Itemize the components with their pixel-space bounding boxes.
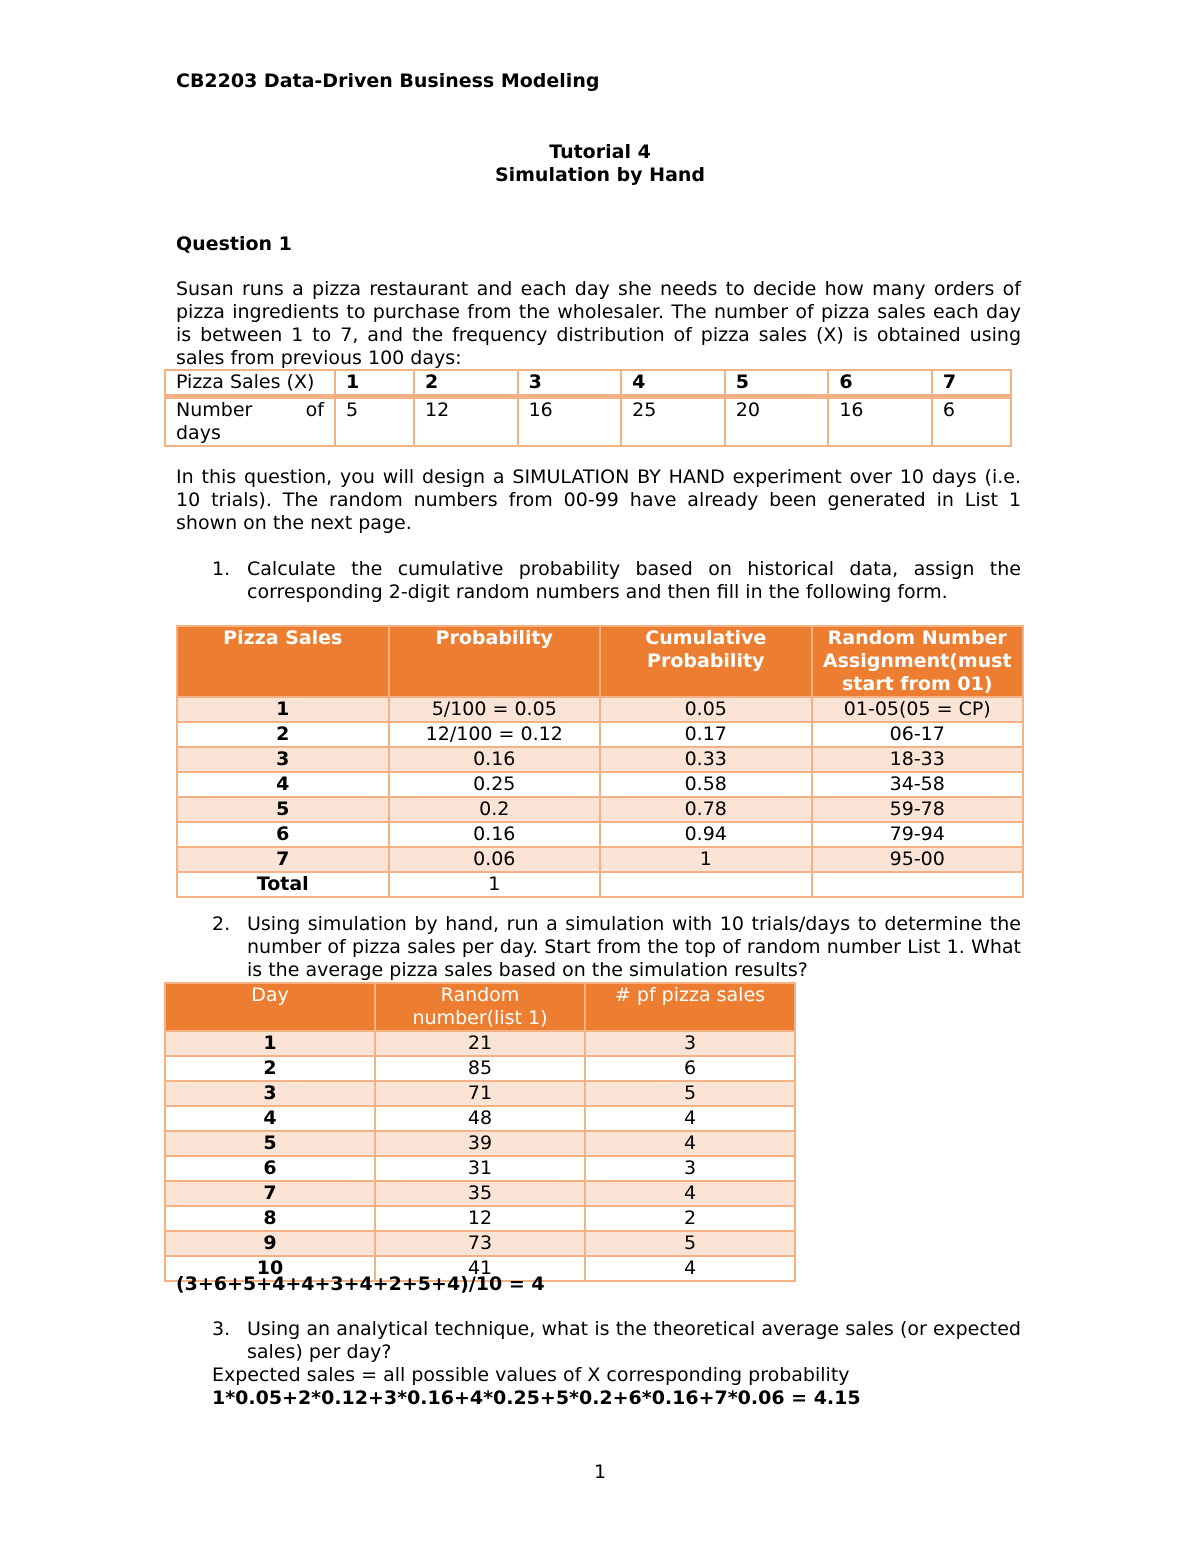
cell: 7 bbox=[932, 370, 1011, 397]
course-header: CB2203 Data-Driven Business Modeling bbox=[176, 70, 600, 92]
cell: 3 bbox=[585, 1031, 795, 1056]
cell: 06-17 bbox=[812, 722, 1024, 747]
tutorial-subtitle: Simulation by Hand bbox=[494, 164, 706, 186]
cell: 4 bbox=[585, 1131, 795, 1156]
table-row bbox=[177, 872, 1023, 897]
cell: 0.58 bbox=[600, 772, 812, 797]
cell: 25 bbox=[621, 397, 725, 447]
q3-answer: 1*0.05+2*0.12+3*0.16+4*0.25+5*0.2+6*0.16+7*0.06 = 4.15 bbox=[212, 1387, 861, 1409]
cell: 0.94 bbox=[600, 822, 812, 847]
cell: 3 bbox=[585, 1156, 795, 1181]
cell: 2 bbox=[585, 1206, 795, 1231]
cell: 5 bbox=[165, 1131, 375, 1156]
cell: 79-94 bbox=[812, 822, 1024, 847]
cell: 0.78 bbox=[600, 797, 812, 822]
table-row bbox=[177, 772, 1023, 797]
table-row bbox=[177, 797, 1023, 822]
cell: 3 bbox=[177, 747, 389, 772]
table-row bbox=[177, 747, 1023, 772]
cell: 4 bbox=[585, 1106, 795, 1131]
row-label: Pizza Sales (X) bbox=[165, 370, 335, 397]
cell bbox=[600, 872, 812, 897]
cell: 7 bbox=[177, 847, 389, 872]
cell: 73 bbox=[375, 1231, 585, 1256]
q1-text: Calculate the cumulative probability based on historical data, assign the corresponding 2-digit random numbers and then fill in the following form. bbox=[247, 558, 1021, 603]
row-label: Number of days bbox=[165, 397, 335, 447]
cell: 95-00 bbox=[812, 847, 1024, 872]
cell: 6 bbox=[177, 822, 389, 847]
page-number: 1 bbox=[593, 1461, 607, 1483]
cell: 71 bbox=[375, 1081, 585, 1106]
cell: 5/100 = 0.05 bbox=[389, 697, 601, 722]
table-row bbox=[165, 1081, 795, 1106]
q2-text: Using simulation by hand, run a simulation with 10 trials/days to determine the number of pizza sales per day. Start from the top of random number List 1. What is the average pizza sales based on the simulation results? bbox=[247, 913, 1021, 981]
cell: 6 bbox=[585, 1056, 795, 1081]
average-result: (3+6+5+4+4+3+4+2+5+4)/10 = 4 bbox=[176, 1273, 545, 1295]
header-cell: Day bbox=[165, 983, 375, 1031]
cell: 6 bbox=[165, 1156, 375, 1181]
cell: 41 bbox=[375, 1256, 585, 1281]
q3-text: Using an analytical technique, what is the theoretical average sales (or expected sales) per day? bbox=[247, 1318, 1021, 1363]
cell: 5 bbox=[585, 1081, 795, 1106]
cell bbox=[812, 872, 1024, 897]
table-row bbox=[165, 1231, 795, 1256]
cell: 5 bbox=[585, 1231, 795, 1256]
cell: 1 bbox=[600, 847, 812, 872]
cell: 16 bbox=[828, 397, 932, 447]
frequency-table bbox=[164, 369, 1012, 447]
table-row bbox=[165, 1131, 795, 1156]
header-cell: Cumulative Probability bbox=[600, 626, 812, 697]
cell: 16 bbox=[518, 397, 622, 447]
cell: 0.2 bbox=[389, 797, 601, 822]
cell: 4 bbox=[621, 370, 725, 397]
cell: 34-58 bbox=[812, 772, 1024, 797]
question-heading: Question 1 bbox=[176, 233, 292, 255]
table-row bbox=[165, 1206, 795, 1231]
cell: 20 bbox=[725, 397, 829, 447]
cell: 0.16 bbox=[389, 747, 601, 772]
cell: 0.16 bbox=[389, 822, 601, 847]
cell: 01-05(05 = CP) bbox=[812, 697, 1024, 722]
table-row bbox=[177, 847, 1023, 872]
cell: 59-78 bbox=[812, 797, 1024, 822]
cell: 6 bbox=[828, 370, 932, 397]
cell: 9 bbox=[165, 1231, 375, 1256]
q3-line2: Expected sales = all possible values of X corresponding probability bbox=[212, 1364, 850, 1386]
cell: 12 bbox=[414, 397, 518, 447]
cell: 10 bbox=[165, 1256, 375, 1281]
table-row bbox=[165, 1031, 795, 1056]
cell: 0.17 bbox=[600, 722, 812, 747]
cell: 2 bbox=[165, 1056, 375, 1081]
probability-table bbox=[176, 625, 1024, 898]
cell: 35 bbox=[375, 1181, 585, 1206]
cell: 12/100 = 0.12 bbox=[389, 722, 601, 747]
table-row bbox=[165, 1106, 795, 1131]
header-cell: Random Number Assignment(must start from 01) bbox=[812, 626, 1024, 697]
cell: 3 bbox=[165, 1081, 375, 1106]
cell: 1 bbox=[177, 697, 389, 722]
header-cell: Pizza Sales bbox=[177, 626, 389, 697]
tutorial-title: Tutorial 4 bbox=[549, 141, 651, 163]
cell: 4 bbox=[585, 1256, 795, 1281]
table-row bbox=[165, 1156, 795, 1181]
paragraph-2: In this question, you will design a SIMULATION BY HAND experiment over 10 days (i.e. 10 trials). The random numbers from 00-99 have already been generated in List 1 shown on the next page. bbox=[176, 466, 1021, 534]
cell: 1 bbox=[389, 872, 601, 897]
table-row bbox=[165, 1056, 795, 1081]
intro-paragraph: Susan runs a pizza restaurant and each day she needs to decide how many orders of pizza ingredients to purchase from the wholesaler. The number of pizza sales each day is between 1 to 7, and the frequency distribution of pizza sales (X) is obtained using sales from previous 100 days: bbox=[176, 278, 1021, 369]
cell: 0.25 bbox=[389, 772, 601, 797]
list-number: 2. bbox=[212, 913, 231, 935]
cell: 0.05 bbox=[600, 697, 812, 722]
table-row bbox=[177, 722, 1023, 747]
table-row bbox=[177, 822, 1023, 847]
cell: 1 bbox=[165, 1031, 375, 1056]
list-number: 1. bbox=[212, 558, 231, 580]
cell: 21 bbox=[375, 1031, 585, 1056]
cell: 0.33 bbox=[600, 747, 812, 772]
cell: 12 bbox=[375, 1206, 585, 1231]
cell: 7 bbox=[165, 1181, 375, 1206]
cell: 8 bbox=[165, 1206, 375, 1231]
header-cell: Random number(list 1) bbox=[375, 983, 585, 1031]
cell: 39 bbox=[375, 1131, 585, 1156]
cell: 6 bbox=[932, 397, 1011, 447]
table-row bbox=[165, 1181, 795, 1206]
cell: 5 bbox=[335, 397, 414, 447]
cell: 2 bbox=[414, 370, 518, 397]
cell: 31 bbox=[375, 1156, 585, 1181]
simulation-table bbox=[164, 982, 796, 1282]
cell: Total bbox=[177, 872, 389, 897]
cell: 4 bbox=[585, 1181, 795, 1206]
cell: 4 bbox=[165, 1106, 375, 1131]
list-number: 3. bbox=[212, 1318, 231, 1340]
cell: 4 bbox=[177, 772, 389, 797]
table-row bbox=[177, 697, 1023, 722]
cell: 48 bbox=[375, 1106, 585, 1131]
cell: 85 bbox=[375, 1056, 585, 1081]
cell: 1 bbox=[335, 370, 414, 397]
cell: 5 bbox=[725, 370, 829, 397]
cell: 2 bbox=[177, 722, 389, 747]
cell: 5 bbox=[177, 797, 389, 822]
header-cell: Probability bbox=[389, 626, 601, 697]
cell: 3 bbox=[518, 370, 622, 397]
cell: 18-33 bbox=[812, 747, 1024, 772]
cell: 0.06 bbox=[389, 847, 601, 872]
header-cell: # pf pizza sales bbox=[585, 983, 795, 1031]
